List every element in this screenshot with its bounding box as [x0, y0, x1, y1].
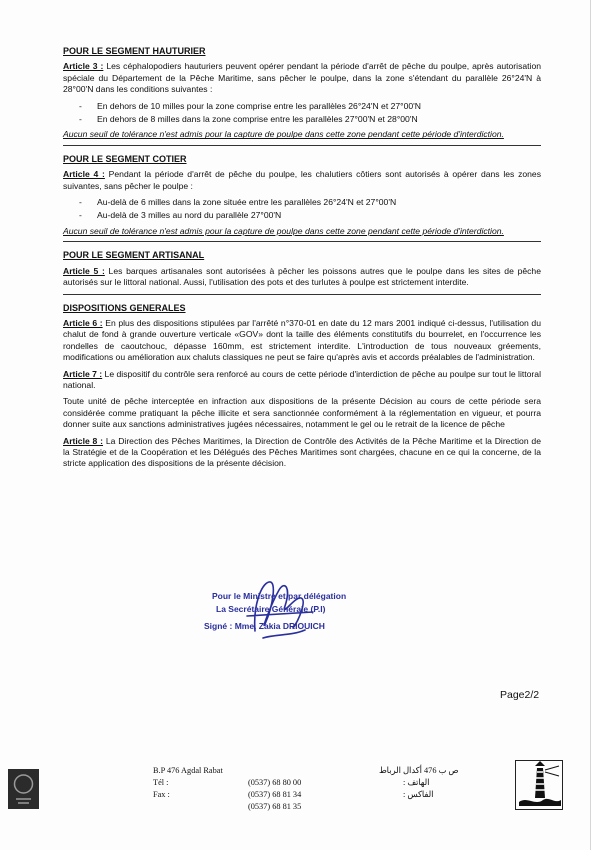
article-5-text: Les barques artisanales sont autorisées à pêcher les poissons autres que le poulpe dans les sites de pêche autorisés sur le littoral national. Aussi, l'utilisation des pots et des turlutes à poulpe est strictement interdite.: [63, 265, 541, 288]
heading-segment-cotier: POUR LE SEGMENT COTIER: [63, 153, 187, 164]
page-number: Page2/2: [500, 689, 540, 701]
article-7-text: Le dispositif du contrôle sera renforcé au cours de cette période d'interdiction de pêche au poulpe sur tout le littoral national.: [63, 368, 541, 390]
article-3-label: Article 3 :: [63, 61, 104, 72]
bullet-text: En dehors de 10 milles pour la zone comprise entre les parallèles 26°24'N et 27°00'N: [97, 100, 422, 111]
article-6: [63, 318, 541, 364]
article-6-label: Article 6 :: [63, 317, 103, 328]
article-3: [63, 61, 541, 95]
article-8-label: Article 8 :: [63, 435, 104, 446]
article-4: [63, 169, 541, 192]
bullet-text: En dehors de 8 milles dans la zone comprise entre les parallèles 27°00'N et 28°00'N: [97, 114, 418, 125]
footer-tel-number: (0537) 68 80 00: [248, 778, 302, 787]
article-4-label: Article 4 :: [63, 169, 105, 180]
signature-block: [204, 590, 346, 633]
heading-segment-artisanal: POUR LE SEGMENT ARTISANAL: [63, 250, 205, 261]
tolerance-note: Aucun seuil de tolérance n'est admis pour la capture de poulpe dans cette zone pendant cette période d'interdiction.: [63, 225, 504, 236]
article-5: [63, 266, 541, 289]
document-body: [63, 46, 541, 475]
footer-fax-number: (0537) 68 81 34: [248, 790, 302, 799]
article-5-label: Article 5 :: [63, 265, 105, 276]
article-3-text: Les céphalopodiers hauturiers peuvent opérer pendant la période d'arrêt de pêche du poulpe, après autorisation spéciale du Département de la Pêche Maritime, sans pêcher le poulpe, dans la zone s'étendant du parallèle 26°24'N à 28°00'N dans les conditions suivantes :: [63, 61, 541, 95]
divider: [63, 294, 541, 295]
footer-address: B.P 476 Agdal Rabat: [153, 766, 223, 775]
list-item: - En dehors de 8 milles dans la zone comprise entre les parallèles 27°00'N et 28°00'N: [79, 114, 418, 125]
heading-dispositions-generales: DISPOSITIONS GENERALES: [63, 302, 186, 313]
footer-fax-number: (0537) 68 81 35: [248, 802, 302, 811]
footer-fax-label: Fax :: [153, 790, 170, 799]
signature-line-1: Pour le Ministre et par délégation: [212, 591, 347, 601]
footer-address-ar: ص ب 476 أكدال الرباط: [379, 766, 459, 775]
lighthouse-emblem-icon: [515, 760, 563, 810]
list-item: - En dehors de 10 milles pour la zone comprise entre les parallèles 26°24'N et 27°00'N: [79, 100, 422, 111]
article-8: [63, 436, 541, 470]
divider: [63, 145, 541, 146]
article-4-text: Pendant la période d'arrêt de pêche du poulpe, les chalutiers côtiers sont autorisés à opérer dans les zones suivantes, sans pêcher le poulpe :: [63, 169, 542, 191]
article-7-label: Article 7 :: [63, 368, 103, 379]
article-6-text: En plus des dispositions stipulées par l'arrêté n°370-01 en date du 12 mars 2001 indiqué ci-dessus, l'utilisation du chalut de fond à grande ouverture verticale «GOV» dont la taille des éléments constitutifs du bourrelet, en l'occurrence les rondelles de caoutchouc, dépasse 160mm, est strictement interdite. L'introduction de tous nouveaux gréements, modifications ou amélioration aux chaluts classiques ne peut se faire qu'après avis et accords préalables de l'administration.: [63, 317, 541, 363]
article-7: [63, 369, 541, 392]
signature-line-2: La Secrétaire Générale (P.I): [216, 604, 326, 614]
tolerance-note: Aucun seuil de tolérance n'est admis pour la capture de poulpe dans cette zone pendant cette période d'interdiction.: [63, 129, 504, 140]
sanctions-paragraph: Toute unité de pêche interceptée en infraction aux dispositions de la présente Décision au cours de cette période sera considérée comme pratiquant la pêche illicite et sera sanctionnée conformément à la réglementation en vigueur, et pourra donner suite aux sanctions administratives jugées nécessaires, notamment le gel ou le retrait de la licence de pêche: [63, 396, 541, 430]
footer-fax-label-ar: الفاكس :: [403, 790, 434, 799]
article-8-text: La Direction des Pêches Maritimes, la Direction de Contrôle des Activités de la Pêche Maritime et la Direction de la Stratégie et de la Coopération et les Délégués des Pêches Maritimes sont chargées, chacune en ce qui la concerne, de la stricte application des dispositions de la présente décision.: [63, 435, 541, 469]
ministry-logo-icon: [8, 769, 39, 809]
footer-tel-label-ar: الهاتف :: [403, 778, 430, 787]
bullet-text: Au-delà de 6 milles dans la zone située entre les parallèles 26°24'N et 27°00'N: [97, 197, 397, 208]
list-item: - Au-delà de 3 milles au nord du parallèle 27°00'N: [79, 210, 282, 221]
list-item: - Au-delà de 6 milles dans la zone située entre les parallèles 26°24'N et 27°00'N: [79, 197, 397, 208]
signature-line-3: Signé : Mme. Zakia DRIOUICH: [204, 621, 325, 631]
heading-segment-hauturier: POUR LE SEGMENT HAUTURIER: [63, 46, 206, 56]
footer-tel-label: Tél :: [153, 778, 169, 787]
bullet-text: Au-delà de 3 milles au nord du parallèle 27°00'N: [97, 210, 282, 221]
divider: [63, 241, 541, 242]
